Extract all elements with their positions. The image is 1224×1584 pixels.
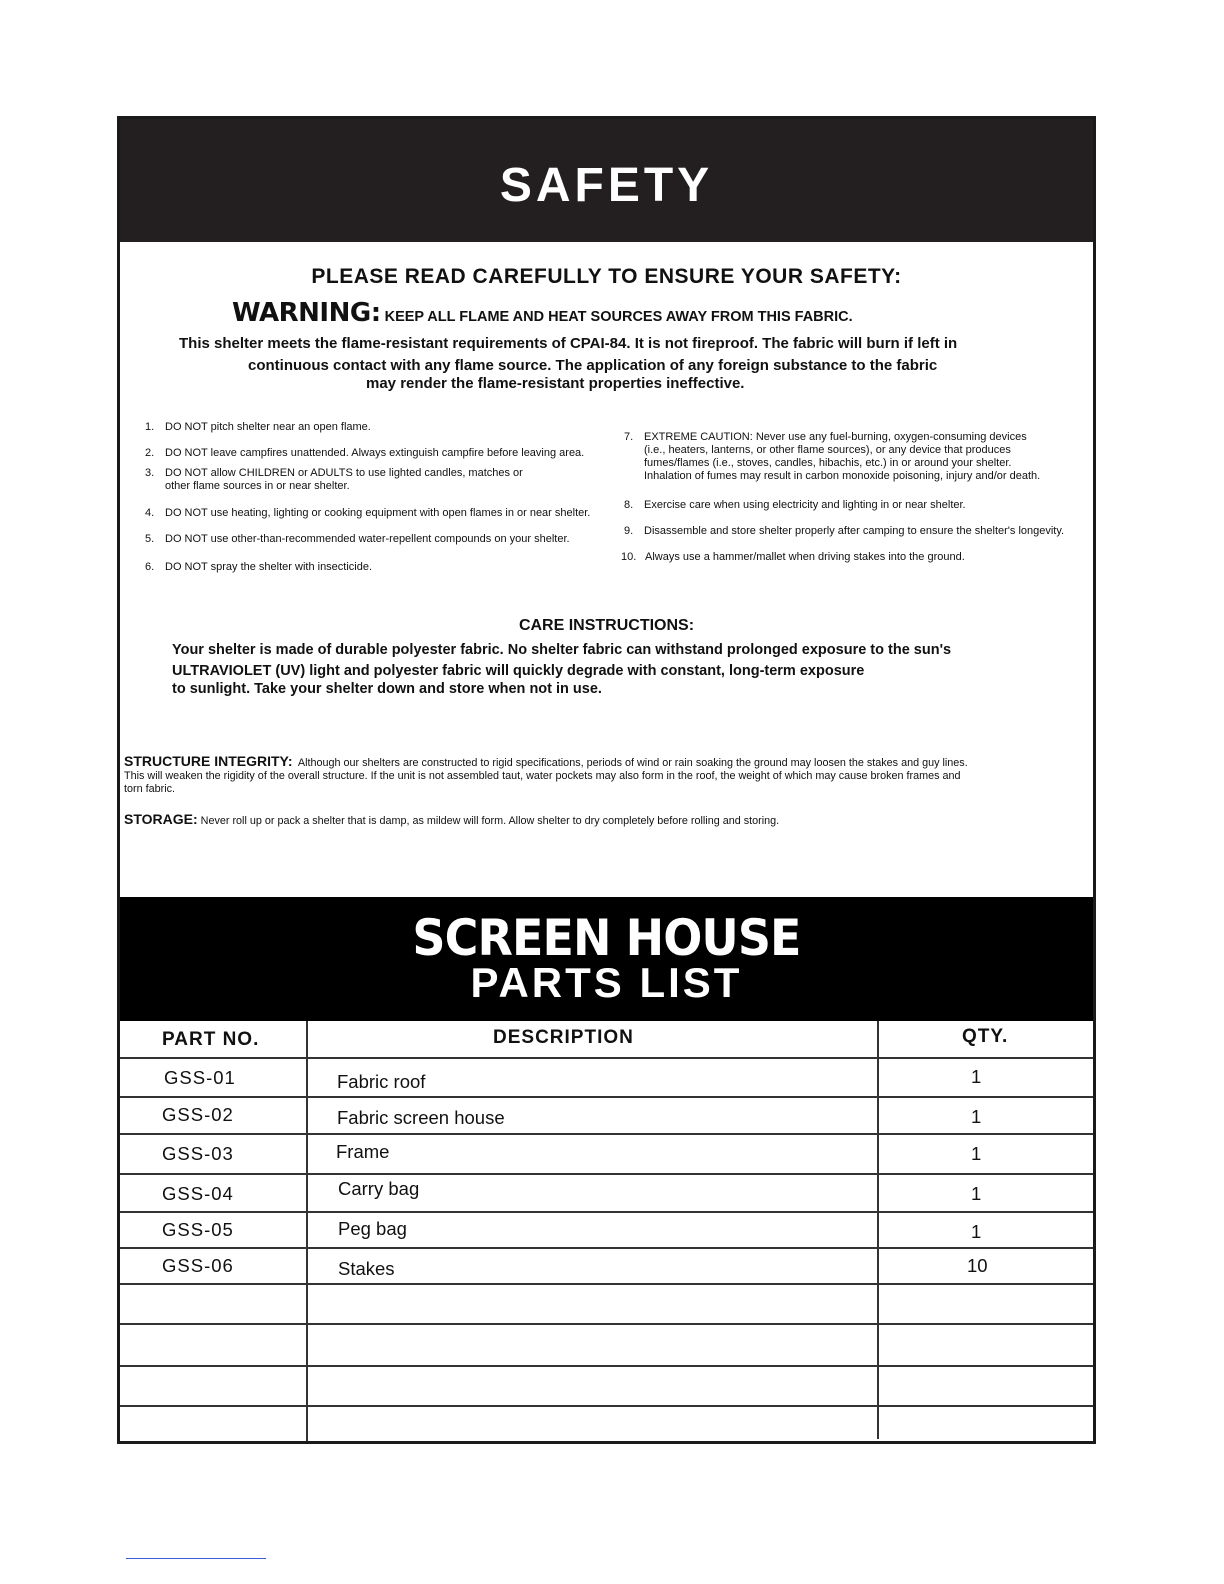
- part-qty: 10: [967, 1255, 988, 1276]
- cpai-line-3: may render the flame-resistant properties ineffective.: [366, 375, 745, 392]
- safety-title: SAFETY: [499, 159, 714, 212]
- footer-link-line: [126, 1558, 266, 1559]
- part-description: Carry bag: [338, 1178, 420, 1199]
- safety-header: [120, 119, 1093, 242]
- care-instructions-title: CARE INSTRUCTIONS:: [518, 617, 695, 634]
- part-qty: 1: [971, 1221, 982, 1242]
- rule-item: 8. Exercise care when using electricity and lighting in or near shelter.: [624, 499, 966, 511]
- part-number: GSS-05: [162, 1219, 234, 1240]
- cpai-line-2: continuous contact with any flame source. The application of any foreign substance to the fabric: [248, 357, 938, 374]
- part-description: Frame: [336, 1141, 390, 1162]
- part-description: Stakes: [338, 1258, 395, 1279]
- part-qty: 1: [971, 1066, 982, 1087]
- part-number: GSS-06: [162, 1255, 234, 1276]
- rule-item: 1. DO NOT pitch shelter near an open flame.: [145, 421, 371, 433]
- parts-list-title: PARTS LIST: [470, 959, 743, 1006]
- rule-item: 10. Always use a hammer/mallet when driving stakes into the ground.: [621, 551, 965, 563]
- rule-item: 2. DO NOT leave campfires unattended. Always extinguish campfire before leaving area.: [145, 447, 585, 459]
- rule-item: 5. DO NOT use other-than-recommended water-repellent compounds on your shelter.: [145, 533, 570, 545]
- part-number: GSS-02: [162, 1104, 234, 1125]
- rule-item: 7. EXTREME CAUTION: Never use any fuel-burning, oxygen-consuming devices (i.e., heaters, lanterns, or other flame sources), or any device that produces fumes/flames (i.e., stoves, candles, hibachis, etc.) in or around your shelter. Inhalation of fumes may result in carbon monoxide poisoning, injury and/or death.: [624, 431, 1041, 482]
- rule-item: 6. DO NOT spray the shelter with insecticide.: [145, 561, 373, 573]
- rule-item: 3. DO NOT allow CHILDREN or ADULTS to use lighted candles, matches or other flame sources in or near shelter.: [145, 467, 523, 492]
- structure-integrity-label: STRUCTURE INTEGRITY:: [124, 753, 293, 769]
- warning-line: [232, 298, 853, 328]
- parts-header: [120, 897, 1093, 1021]
- warning-text: KEEP ALL FLAME AND HEAT SOURCES AWAY FROM THIS FABRIC.: [384, 309, 853, 325]
- rule-item: 4. DO NOT use heating, lighting or cooking equipment with open flames in or near shelter.: [145, 507, 591, 519]
- part-qty: 1: [971, 1183, 982, 1204]
- document-frame: [117, 116, 1096, 1444]
- part-qty: 1: [971, 1143, 982, 1164]
- part-number: GSS-03: [162, 1143, 234, 1164]
- warning-label: WARNING:: [232, 298, 381, 328]
- screen-house-title: SCREEN HOUSE: [412, 909, 801, 967]
- structure-integrity-paragraph: STRUCTURE INTEGRITY: Although our shelters are constructed to rigid specifications, periods of wind or rain soaking the ground may loosen the stakes and guy lines. This will weaken the rigidity of the overall structure. If the unit is not assembled taut, water pockets may also form in the roof, the weight of which may cause broken frames and torn fabric.: [124, 753, 968, 795]
- header-qty: QTY.: [962, 1026, 1009, 1047]
- parts-table: [120, 1021, 1093, 1441]
- care-line-3: to sunlight. Take your shelter down and store when not in use.: [172, 681, 602, 697]
- part-description: Fabric screen house: [337, 1107, 505, 1128]
- part-number: GSS-01: [164, 1067, 236, 1088]
- part-description: Fabric roof: [337, 1071, 426, 1092]
- header-part-no: PART NO.: [162, 1029, 260, 1050]
- part-description: Peg bag: [338, 1218, 407, 1239]
- storage-label: STORAGE:: [124, 811, 198, 827]
- cpai-line-1: This shelter meets the flame-resistant requirements of CPAI-84. It is not fireproof. The fabric will burn if left in: [179, 335, 958, 352]
- rule-item: 9. Disassemble and store shelter properly after camping to ensure the shelter's longevity.: [624, 525, 1065, 537]
- care-line-2: ULTRAVIOLET (UV) light and polyester fabric will quickly degrade with constant, long-term exposure: [172, 663, 865, 679]
- part-number: GSS-04: [162, 1183, 234, 1204]
- storage-paragraph: STORAGE: Never roll up or pack a shelter that is damp, as mildew will form. Allow shelter to dry completely before rolling and storing.: [124, 811, 780, 827]
- part-qty: 1: [971, 1106, 982, 1127]
- read-carefully-heading: PLEASE READ CAREFULLY TO ENSURE YOUR SAFETY:: [311, 265, 902, 288]
- header-description: DESCRIPTION: [493, 1027, 634, 1048]
- care-line-1: Your shelter is made of durable polyester fabric. No shelter fabric can withstand prolonged exposure to the sun's: [172, 642, 952, 658]
